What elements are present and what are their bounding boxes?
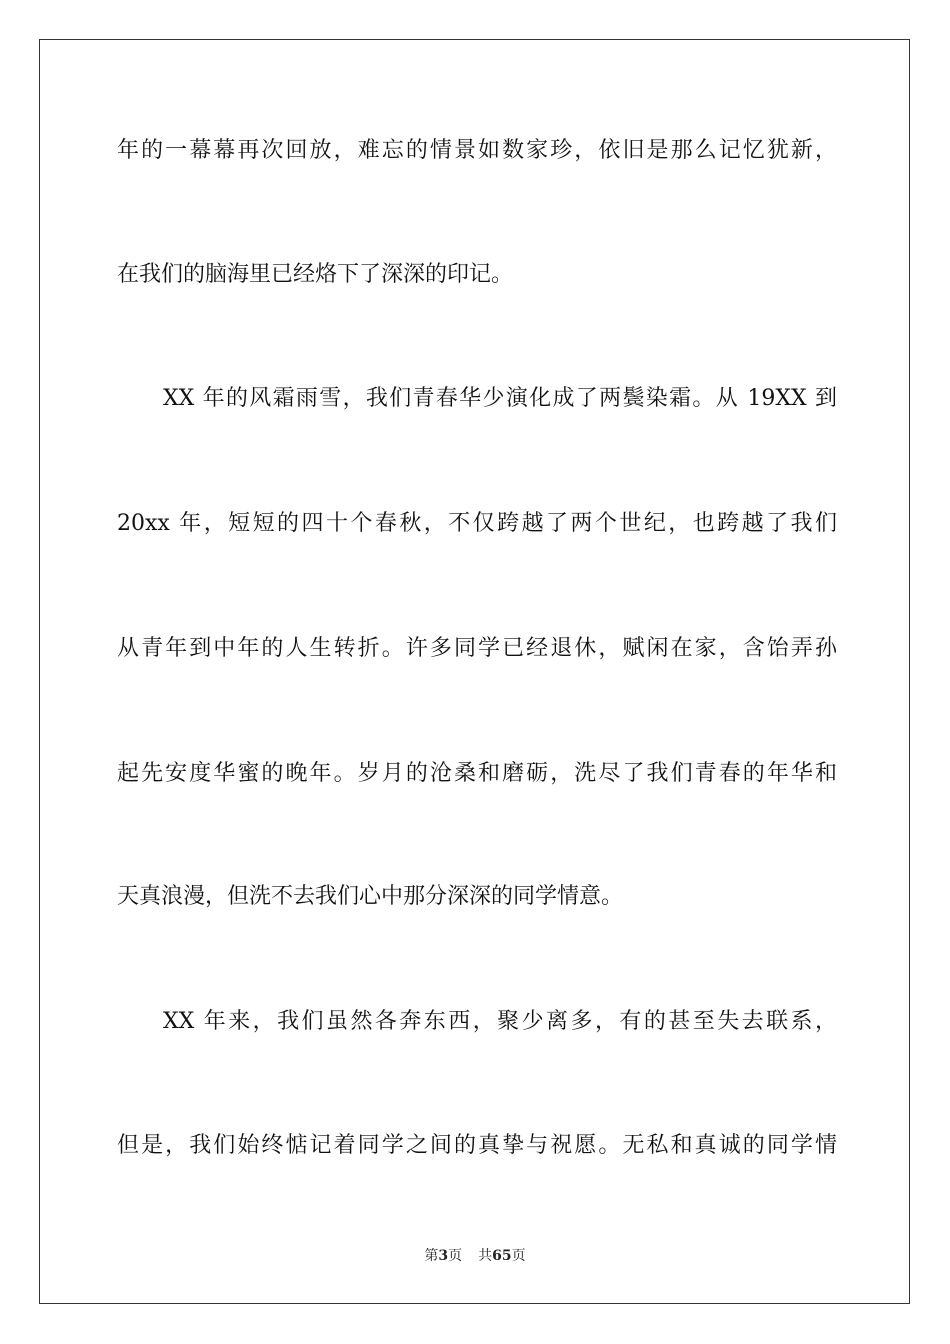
page-border bbox=[39, 39, 910, 1304]
text-line-1: 年的一幕幕再次回放，难忘的情景如数家珍，依旧是那么记忆犹新， bbox=[117, 138, 837, 163]
text-line-6: 起先安度华蜜的晚年。岁月的沧桑和磨砺，洗尽了我们青春的年华和 bbox=[117, 761, 837, 786]
text-line-8: XX 年来，我们虽然各奔东西，聚少离多，有的甚至失去联系， bbox=[163, 1009, 837, 1034]
page-number: 3 bbox=[438, 1248, 449, 1264]
page-prefix: 第 bbox=[424, 1248, 439, 1264]
total-pages: 65 bbox=[492, 1248, 512, 1264]
page-suffix: 页 bbox=[448, 1248, 463, 1264]
text-line-4: 20xx 年，短短的四十个春秋，不仅跨越了两个世纪，也跨越了我们 bbox=[117, 511, 837, 536]
total-suffix: 页 bbox=[511, 1248, 526, 1264]
text-line-3: XX 年的风霜雨雪，我们青春华少演化成了两鬓染霜。从 19XX 到 bbox=[163, 386, 837, 411]
text-line-7: 天真浪漫，但洗不去我们心中那分深深的同学情意。 bbox=[117, 884, 624, 909]
page-footer bbox=[0, 1246, 950, 1266]
text-line-5: 从青年到中年的人生转折。许多同学已经退休，赋闲在家，含饴弄孙 bbox=[117, 636, 837, 661]
total-prefix: 共 bbox=[478, 1248, 493, 1264]
text-line-2: 在我们的脑海里已经烙下了深深的印记。 bbox=[117, 262, 514, 287]
text-line-9: 但是，我们始终惦记着同学之间的真挚与祝愿。无私和真诚的同学情 bbox=[117, 1133, 837, 1158]
